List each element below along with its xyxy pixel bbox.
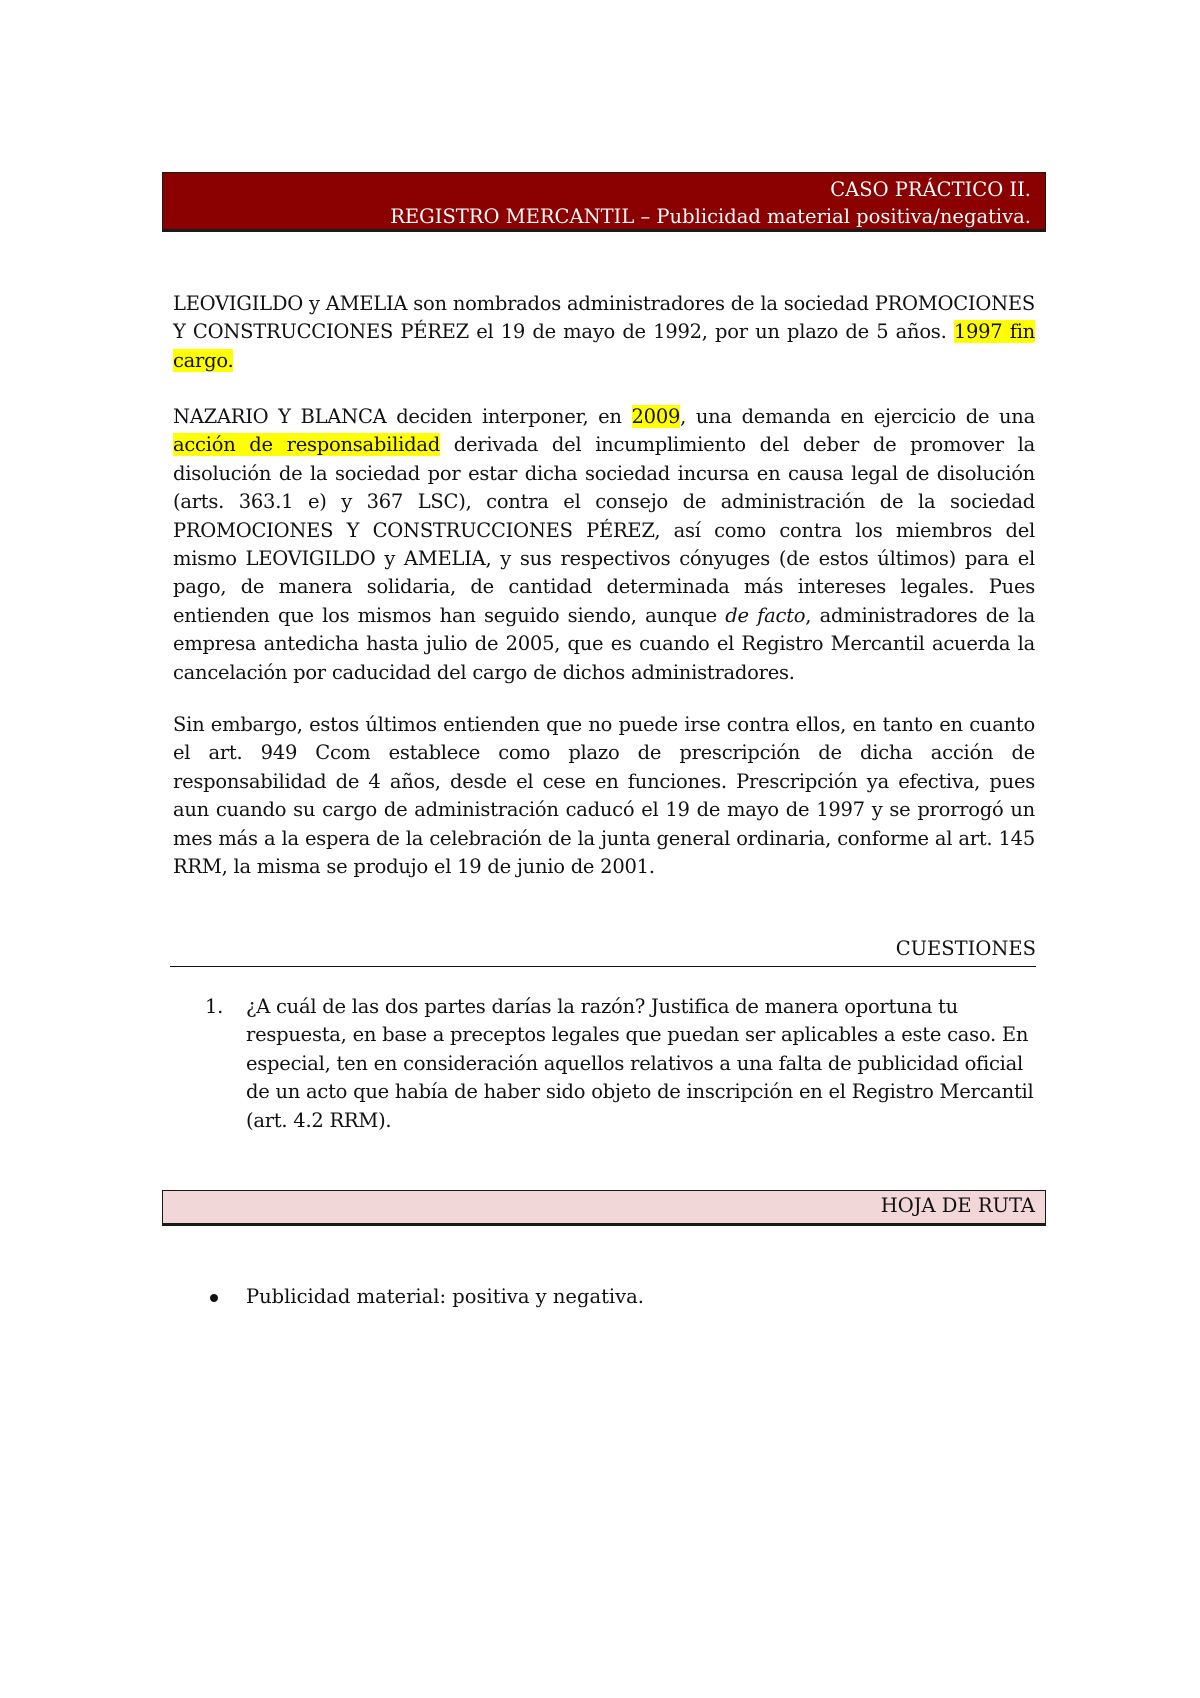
paragraph-lawsuit-part-1: NAZARIO Y BLANCA deciden interponer, en xyxy=(173,405,632,428)
paragraph-appointment xyxy=(173,290,1035,375)
case-title: CASO PRÁCTICO II. xyxy=(830,178,1031,201)
bullet-icon xyxy=(210,1294,218,1302)
hoja-de-ruta-banner xyxy=(162,1190,1046,1226)
cuestiones-heading-label: CUESTIONES xyxy=(895,937,1036,960)
highlight-liability-action: acción de responsabilidad xyxy=(173,433,440,457)
question-text: ¿A cuál de las dos partes darías la razón? Justifica de manera oportuna tu respuesta, en base a preceptos legales que puedan ser aplicables a este caso. En especial, ten en consideración aquellos relativos a una falta de publicidad oficial de un acto que había de haber sido objeto de inscripción en el Registro Mercantil (art. 4.2 RRM). xyxy=(246,995,1034,1132)
case-subtitle: REGISTRO MERCANTIL – Publicidad material positiva/negativa. xyxy=(390,205,1031,228)
roadmap-list-item xyxy=(205,1283,1005,1311)
roadmap-item-text: Publicidad material: positiva y negativa. xyxy=(246,1285,644,1308)
question-item xyxy=(205,993,1035,1135)
paragraph-appointment-text: LEOVIGILDO y AMELIA son nombrados administradores de la sociedad PROMOCIONES Y CONSTRUCCIONES PÉREZ el 19 de mayo de 1992, por un plazo de 5 años. xyxy=(173,292,1035,344)
case-title-banner xyxy=(162,172,1046,232)
hoja-de-ruta-heading: HOJA DE RUTA xyxy=(880,1194,1035,1217)
paragraph-defense xyxy=(173,711,1035,881)
italic-de-facto: de facto xyxy=(725,603,806,627)
paragraph-lawsuit-part-4: , administradores de la empresa antedicha hasta julio de 2005, que es cuando el Registro Mercantil acuerda la cancelación por caducidad del cargo de dichos administradores. xyxy=(173,603,1036,684)
paragraph-lawsuit xyxy=(173,403,1035,687)
highlight-year: 2009 xyxy=(631,405,681,428)
paragraph-lawsuit-part-2: , una demanda en ejercicio de una xyxy=(680,405,1035,428)
paragraph-defense-text: Sin embargo, estos últimos entienden que no puede irse contra ellos, en tanto en cuanto el art. 949 Ccom establece como plazo de prescripción de dicha acción de responsabilidad de 4 años, desde el cese en funciones. Prescripción ya efectiva, pues aun cuando su cargo de administración caducó el 19 de mayo de 1997 y se prorrogó un mes más a la espera de la celebración de la junta general ordinaria, conforme al art. 145 RRM, la misma se produjo el 19 de junio de 2001. xyxy=(173,713,1035,879)
highlight-end-of-term: 1997 fin cargo. xyxy=(173,320,1035,372)
cuestiones-heading xyxy=(170,934,1036,967)
paragraph-lawsuit-part-3: derivada del incumplimiento del deber de promover la disolución de la sociedad por estar dicha sociedad incursa en causa legal de disolución (arts. 363.1 e) y 367 LSC), contra el consejo de administración de la sociedad PROMOCIONES Y CONSTRUCCIONES PÉREZ, así como contra los miembros del mismo LEOVIGILDO y AMELIA, y sus respectivos cónyuges (de estos últimos) para el pago, de manera solidaria, de cantidad determinada más intereses legales. Pues entienden que los mismos han seguido siendo, aunque xyxy=(173,433,1035,627)
question-number: 1. xyxy=(205,995,224,1018)
